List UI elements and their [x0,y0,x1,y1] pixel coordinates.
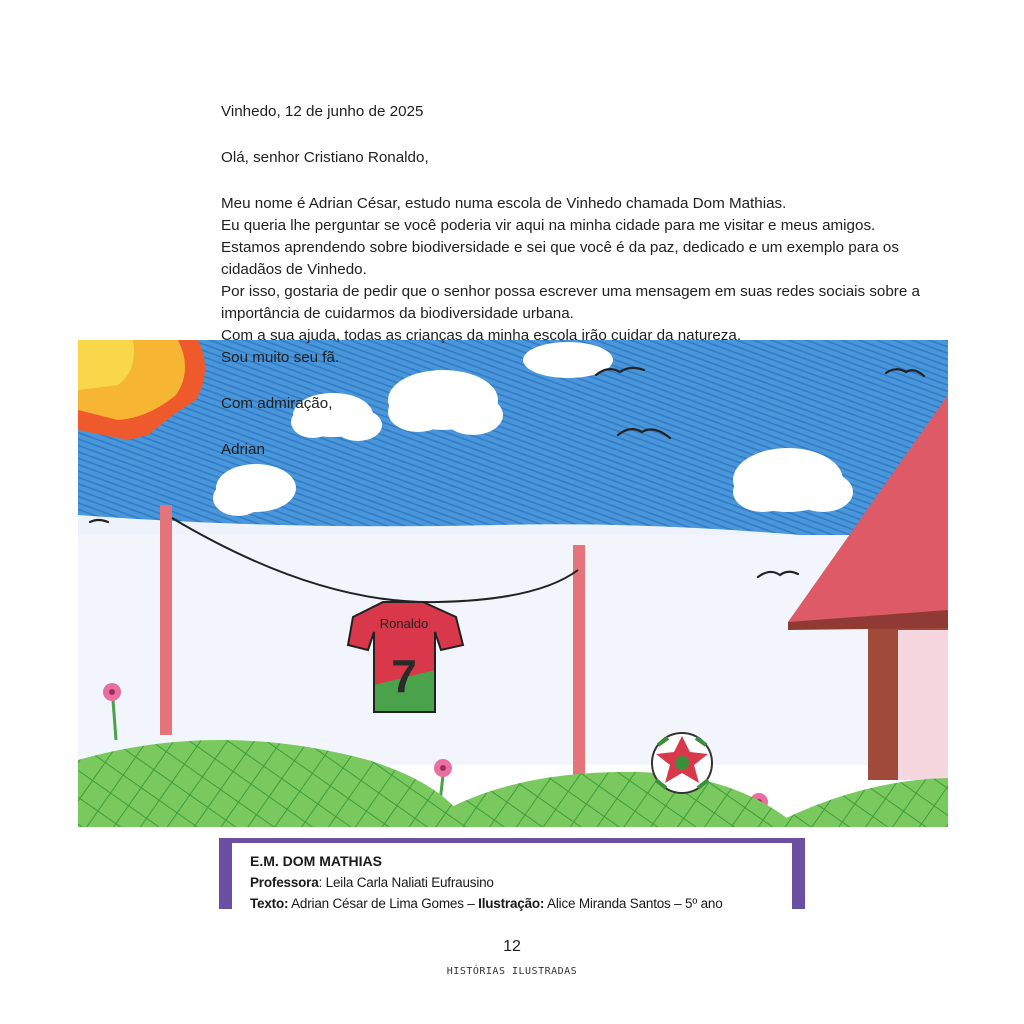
text-author: Adrian César de Lima Gomes – [288,896,479,911]
credits-box [219,838,805,909]
teacher-label: Professora [250,875,319,890]
letter-paragraph: Meu nome é Adrian César, estudo numa escola de Vinhedo chamada Dom Mathias. [221,195,787,212]
teacher-line [250,872,792,893]
letter-date: Vinhedo, 12 de junho de 2025 [221,103,424,120]
authors-line [250,893,792,914]
text-label: Texto: [250,896,289,911]
letter-paragraph: Com a sua ajuda, todas as crianças da minha escola irão cuidar da natureza. [221,327,742,344]
letter-greeting: Olá, senhor Cristiano Ronaldo, [221,149,429,166]
teacher-name: : Leila Carla Naliati Eufrausino [318,875,494,890]
illustration-label: Ilustração: [478,896,545,911]
illustration-author: Alice Miranda Santos – 5º ano [544,896,723,911]
letter-paragraph: Eu queria lhe perguntar se você poderia vir aqui na minha cidade para me visitar e meus amigos. [221,217,876,234]
page-number: 12 [503,938,521,955]
jersey-name: Ronaldo [379,616,429,631]
book-title: HISTÓRIAS ILUSTRADAS [446,966,578,977]
soccer-ball-icon [652,733,712,793]
jersey-number: 7 [391,650,417,702]
letter-paragraph: Estamos aprendendo sobre biodiversidade e sei que você é da paz, dedicado e um exemplo para os cidadãos de Vinhedo. [221,239,899,278]
letter [221,101,961,461]
school-name: E.M. DOM MATHIAS [250,853,382,869]
letter-paragraph: Por isso, gostaria de pedir que o senhor possa escrever uma mensagem em suas redes sociais sobre a importância de cuidarmos da biodiversidade urbana. [221,283,920,322]
letter-signature: Adrian [221,441,265,458]
letter-paragraph: Sou muito seu fã. [221,349,340,366]
letter-closing: Com admiração, [221,395,333,412]
